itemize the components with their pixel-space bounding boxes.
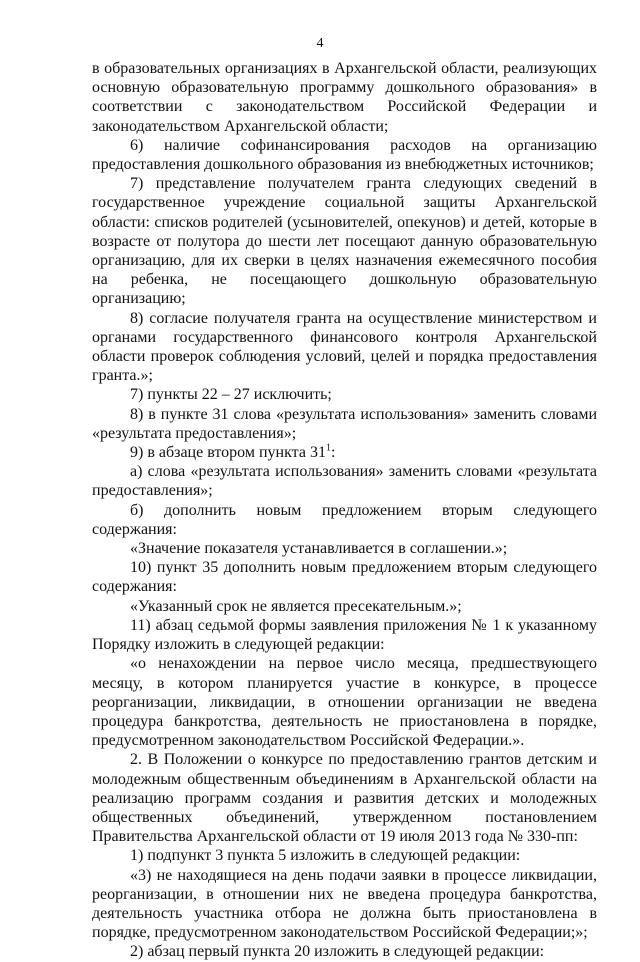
paragraph-amend-11: 11) абзац седьмой формы заявления приложения № 1 к указанному Порядку изложить в следующей редакции: [92, 616, 597, 654]
paragraph-item-8: 8) согласие получателя гранта на осуществление министерством и органами государственного финансового контроля Архангельской области проверок соблюдения условий, целей и порядка предоставления гранта.»; [92, 309, 597, 385]
paragraph-amend-9-text: 9) в абзаце втором пункта 31 [130, 444, 326, 462]
paragraph-quote-deadline: «Указанный срок не является пресекательным.»; [130, 597, 462, 615]
paragraph-amend-9-colon: : [330, 444, 336, 462]
paragraph-sec2-quote: «3) не находящиеся на день подачи заявки в процессе ликвидации, реорганизации, в отношении них не введена процедура банкротства, деятельность участника отбора не должна быть приостановлена в порядке, предусмотренном законодательством Российской Федерации;»; [92, 866, 597, 942]
paragraph-continuation: в образовательных организациях в Архангельской области, реализующих основную образовательную программу дошкольного образования» в соответствии с законодательством Российской Федерации и законодательством Архангельской области; [92, 60, 597, 135]
superscript: 1 [325, 442, 331, 454]
paragraph-amend-10: 10) пункт 35 дополнить новым предложением вторым следующего содержания: [92, 559, 597, 596]
paragraph-amend-9 [92, 443, 597, 462]
paragraph-sec2-item-2: 2) абзац первый пункта 20 изложить в следующей редакции: [130, 943, 545, 961]
paragraph-amend-8: 8) в пункте 31 слова «результата использования» заменить словами «результата предоставления»; [92, 405, 597, 442]
paragraph-amend-7: 7) пункты 22 – 27 исключить; [130, 386, 332, 404]
paragraph-item-7: 7) представление получателем гранта следующих сведений в государственное учреждение социальной защиты Архангельской области: списков родителей (усыновителей, опекунов) и детей, которые в возрасте от полутора до шести лет посещают данную образовательную организацию, для их сверки в целях назначения ежемесячного пособия на ребенка, не посещающего дошкольную образовательную организацию; [92, 175, 597, 308]
paragraph-amend-9b: б) дополнить новым предложением вторым следующего содержания: [92, 501, 597, 538]
page-number: 4 [316, 36, 324, 51]
paragraph-item-6: 6) наличие софинансирования расходов на организацию предоставления дошкольного образования из внебюджетных источников; [92, 136, 597, 174]
paragraph-sec2-item-1: 1) подпункт 3 пункта 5 изложить в следующей редакции: [130, 847, 521, 865]
paragraph-quote-indicator: «Значение показателя устанавливается в соглашении.»; [130, 540, 508, 558]
paragraph-section-2: 2. В Положении о конкурсе по предоставлению грантов детским и молодежным общественным объединениям в Архангельской области на реализацию программ создания и развития детских и молодежных общественных объединений, утвержденном постановлением Правительства Архангельской области от 19 июля 2013 года № 330-пп: [92, 751, 597, 846]
paragraph-amend-9a: а) слова «результата использования» заменить словами «результата предоставления»; [92, 463, 597, 500]
document-body [92, 59, 597, 962]
paragraph-quote-form: «о ненахождении на первое число месяца, предшествующего месяцу, в котором планируется участие в конкурсе, в процессе реорганизации, ликвидации, в отношении организации не введена процедура банкротства, деятельность не приостановлена в порядке, предусмотренном законодательством Российской Федерации.». [92, 655, 597, 750]
